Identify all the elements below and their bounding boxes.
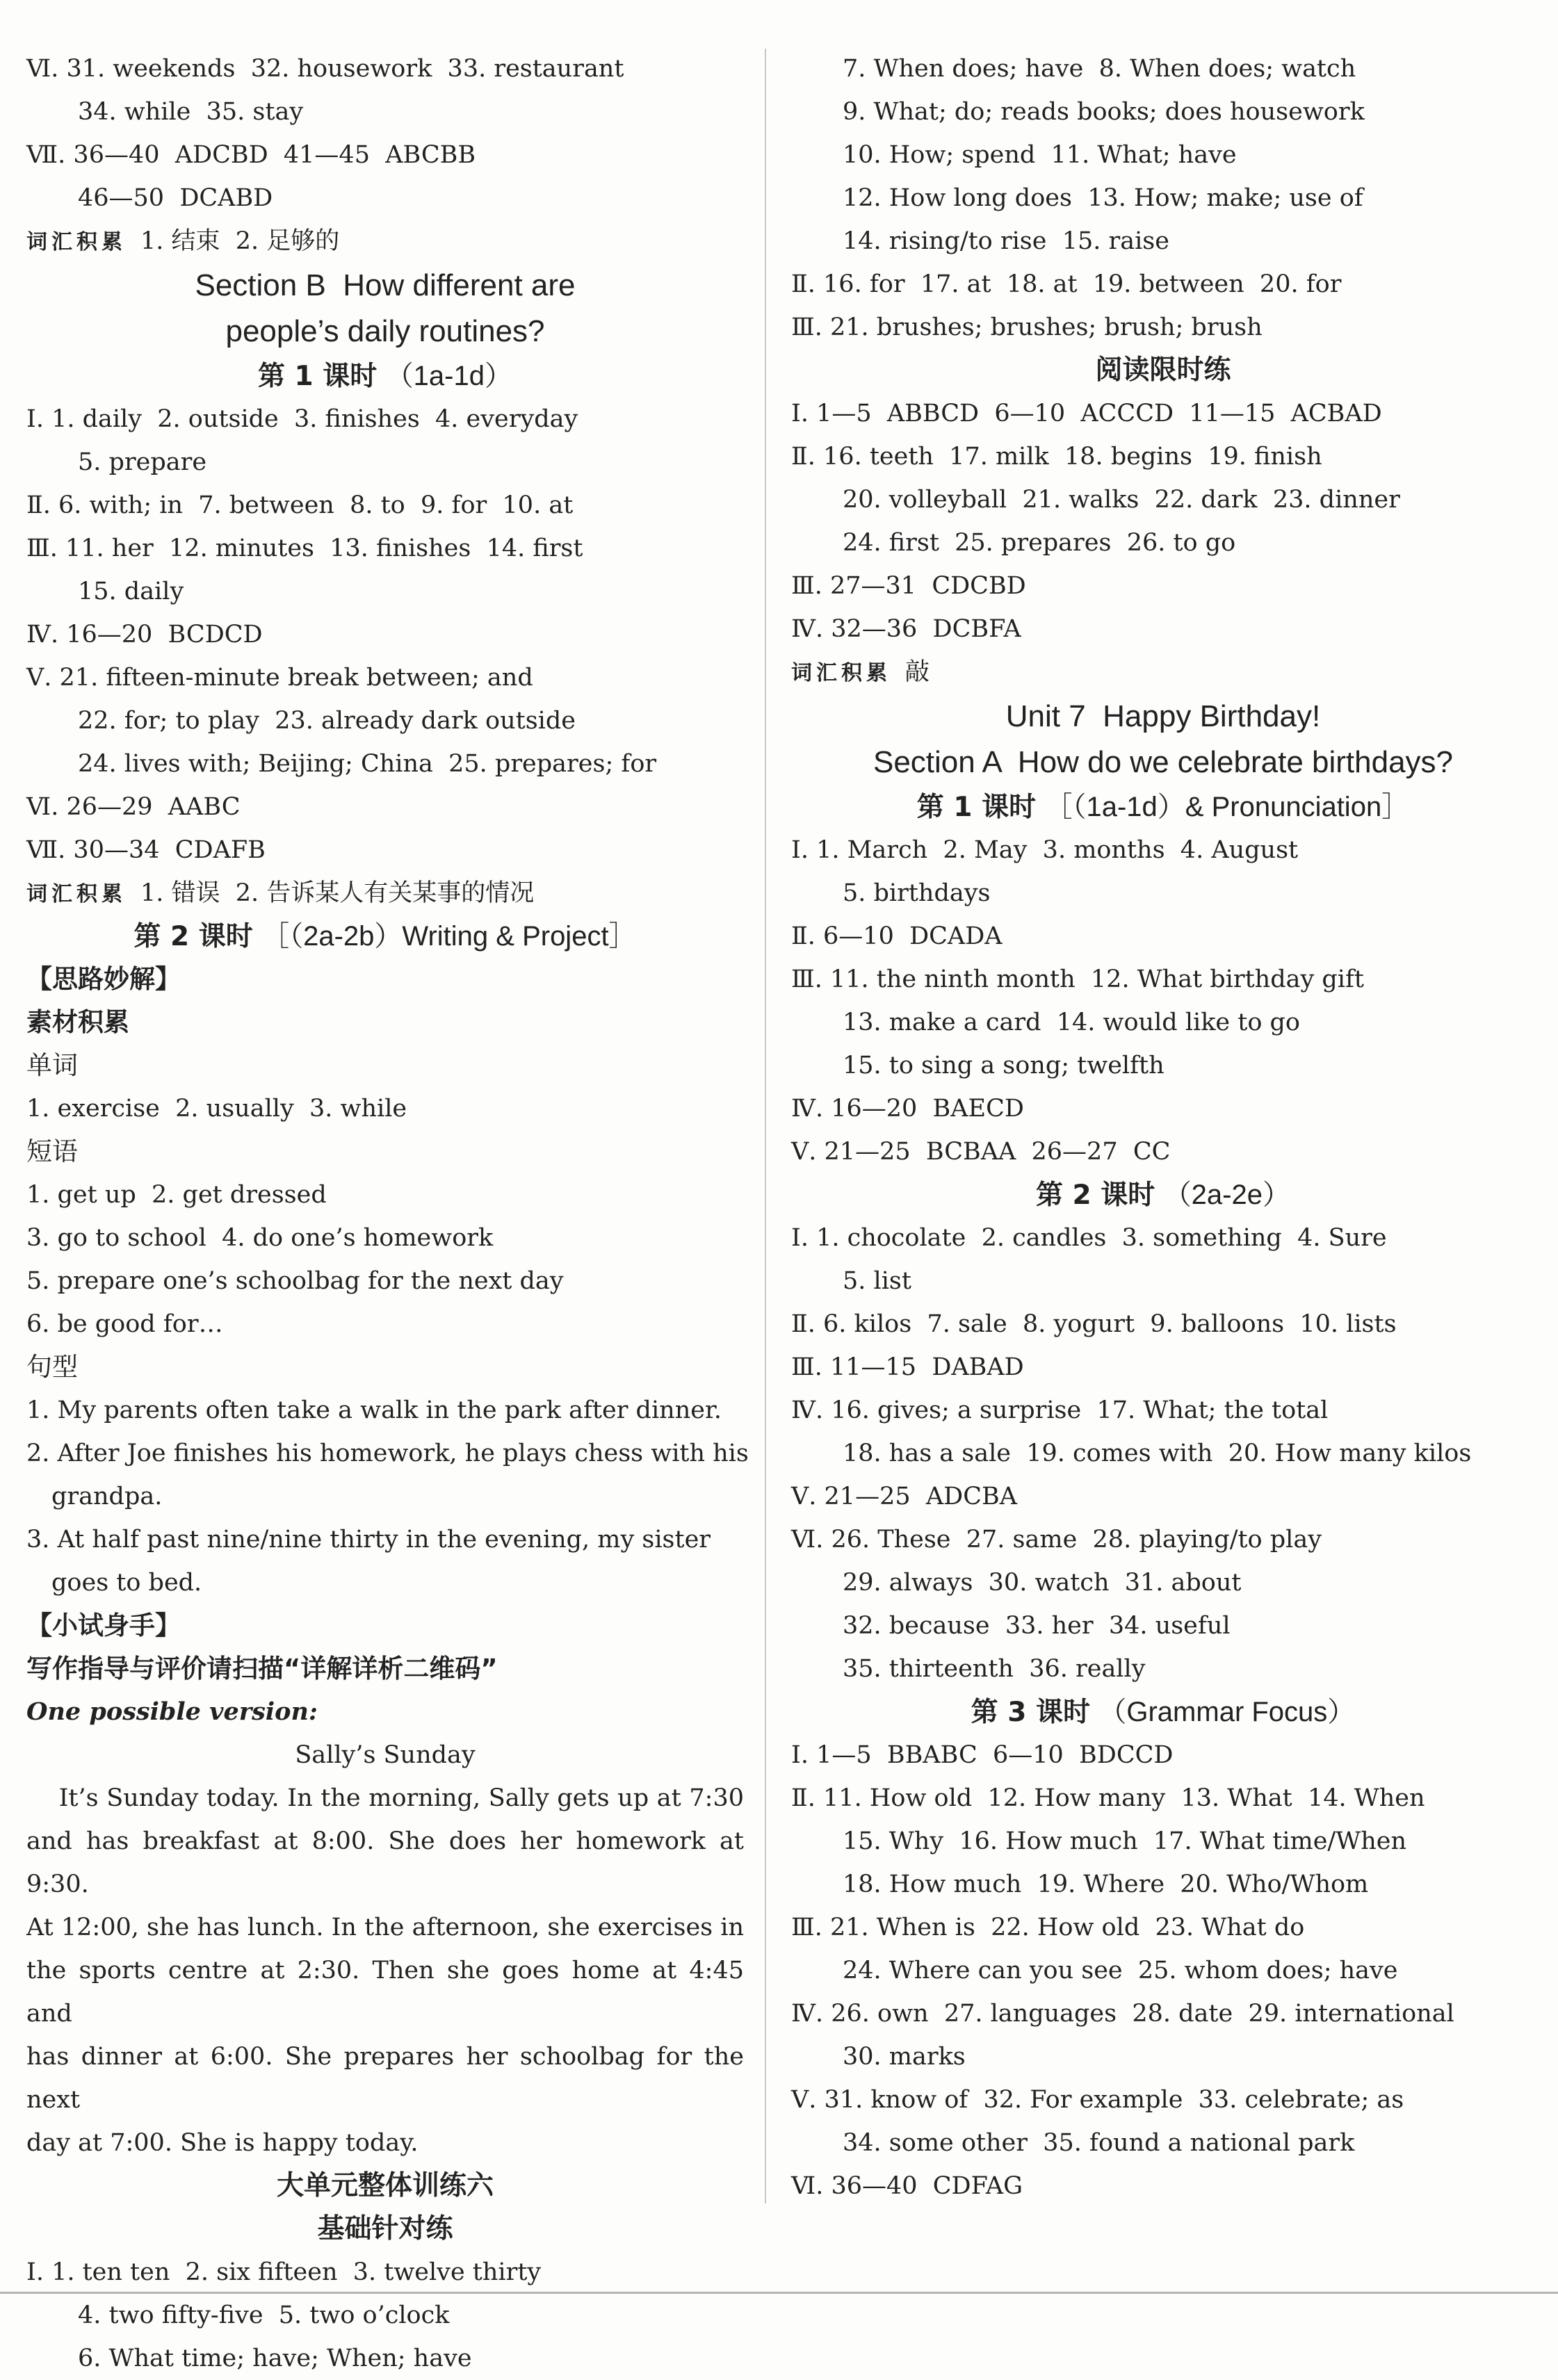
line-text: Ⅵ. 36—40 CDFAG xyxy=(791,2172,1023,2200)
answer-line xyxy=(26,742,744,785)
line-text: Ⅲ. 21. brushes; brushes; brush; brush xyxy=(791,313,1263,341)
line-text: Ⅰ. 1. daily 2. outside 3. finishes 4. everyday xyxy=(26,405,578,433)
answer-line xyxy=(791,651,1535,694)
heading-lesson: 阅读限时练 xyxy=(1095,354,1231,386)
section-heading xyxy=(791,1173,1535,1216)
right-column xyxy=(791,47,1535,2208)
heading-label: （Grammar Focus） xyxy=(1098,1697,1356,1727)
line-text: goes to bed. xyxy=(51,1569,202,1597)
line-text: 5. prepare xyxy=(78,448,207,476)
line-text: 敲 xyxy=(905,658,930,686)
line-text: Ⅱ. 6. with; in 7. between 8. to 9. for 10. at xyxy=(26,491,574,519)
answer-line xyxy=(791,2165,1535,2208)
answer-line xyxy=(791,1949,1535,1992)
answer-line xyxy=(791,306,1535,349)
answer-line xyxy=(26,220,744,263)
answer-line xyxy=(791,1475,1535,1518)
answer-line xyxy=(791,608,1535,651)
answer-line xyxy=(26,1001,744,1044)
line-text: people’s daily routines? xyxy=(225,314,545,348)
answer-line xyxy=(791,177,1535,220)
answer-line xyxy=(791,2078,1535,2121)
answer-line xyxy=(791,1647,1535,1690)
answer-line xyxy=(791,829,1535,872)
line-text: Ⅲ. 11. the ninth month 12. What birthday gift xyxy=(791,965,1364,993)
answer-line xyxy=(26,1906,744,1949)
answer-line xyxy=(26,1777,744,1820)
left-column xyxy=(26,47,752,2380)
line-text: and has breakfast at 8:00. She does her homework at 9:30. xyxy=(26,1827,752,1898)
line-text: 9. What; do; reads books; does housework xyxy=(843,98,1365,126)
answer-line xyxy=(791,1130,1535,1173)
line-text: 24. lives with; Beijing; China 25. prepares; for xyxy=(78,750,657,778)
line-text: 14. rising/to rise 15. raise xyxy=(843,227,1169,255)
answer-line xyxy=(26,699,744,742)
answer-line xyxy=(26,2035,752,2121)
answer-line xyxy=(26,90,744,133)
line-text: 2. After Joe finishes his homework, he plays chess with his xyxy=(26,1440,749,1467)
answer-line xyxy=(791,1001,1535,1044)
answer-line xyxy=(791,564,1535,608)
line-text: 34. while 35. stay xyxy=(78,98,304,126)
line-text: 句型 xyxy=(26,1352,78,1382)
heading-label: ［（1a-1d）& Pronunciation］ xyxy=(1044,792,1410,822)
answer-line xyxy=(791,2121,1535,2165)
answer-line xyxy=(26,133,744,177)
answer-line xyxy=(791,1863,1535,1906)
answer-line xyxy=(791,90,1535,133)
line-text: At 12:00, she has lunch. In the afternoon, she exercises in xyxy=(26,1914,744,1941)
line-text: Ⅰ. 1—5 ABBCD 6—10 ACCCD 11—15 ACBAD xyxy=(791,400,1382,427)
line-text: 1. get up 2. get dressed xyxy=(26,1181,327,1209)
answer-line xyxy=(791,1820,1535,1863)
line-text: 15. to sing a song; twelfth xyxy=(843,1052,1165,1079)
line-text: Ⅰ. 1—5 BBABC 6—10 BDCCD xyxy=(791,1741,1174,1769)
line-text: 5. list xyxy=(843,1267,911,1295)
answer-line xyxy=(791,958,1535,1001)
answer-line xyxy=(26,2121,744,2165)
line-text: Ⅵ. 31. weekends 32. housework 33. restaurant xyxy=(26,55,624,83)
line-text: Ⅱ. 6—10 DCADA xyxy=(791,922,1003,950)
line-text: Ⅱ. 6. kilos 7. sale 8. yogurt 9. balloons 10. lists xyxy=(791,1310,1397,1338)
line-text: Ⅰ. 1. March 2. May 3. months 4. August xyxy=(791,836,1299,864)
answer-line xyxy=(791,133,1535,177)
answer-line xyxy=(26,2251,744,2294)
line-text: 素材积累 xyxy=(26,1007,129,1037)
answer-line xyxy=(791,478,1535,521)
answer-line xyxy=(26,613,744,656)
answer-line xyxy=(26,1475,744,1518)
heading-lesson: 第 2 课时 xyxy=(1035,1180,1155,1211)
answer-line xyxy=(26,1734,744,1777)
answer-line xyxy=(26,1346,744,1389)
line-text: Ⅳ. 16. gives; a surprise 17. What; the total xyxy=(791,1396,1329,1424)
line-text: 18. How much 19. Where 20. Who/Whom xyxy=(843,1870,1369,1898)
answer-line xyxy=(26,1949,752,2035)
answer-line xyxy=(26,1173,744,1216)
answer-line xyxy=(26,1604,744,1647)
answer-line xyxy=(791,872,1535,915)
line-text: 写作指导与评价请扫描“详解详析二维码” xyxy=(26,1654,498,1684)
heading-label: （2a-2e） xyxy=(1163,1180,1290,1210)
line-text: 24. Where can you see 25. whom does; have xyxy=(843,1957,1398,1984)
line-text: has dinner at 6:00. She prepares her schoolbag for the next xyxy=(26,2043,752,2114)
line-text: 24. first 25. prepares 26. to go xyxy=(843,529,1236,557)
line-text: 35. thirteenth 36. really xyxy=(843,1655,1146,1683)
answer-line xyxy=(791,1432,1535,1475)
line-text: 5. prepare one’s schoolbag for the next day xyxy=(26,1267,564,1295)
line-text: Ⅶ. 30—34 CDAFB xyxy=(26,836,266,864)
answer-line xyxy=(26,829,744,872)
line-text: Sally’s Sunday xyxy=(295,1741,476,1769)
heading-lesson: 第 2 课时 xyxy=(133,921,253,952)
answer-line xyxy=(791,1906,1535,1949)
heading-lesson: 大单元整体训练六 xyxy=(276,2170,494,2201)
line-text: Ⅲ. 11. her 12. minutes 13. finishes 14. first xyxy=(26,535,583,562)
line-text: 6. What time; have; When; have xyxy=(78,2345,472,2372)
answer-line xyxy=(791,1389,1535,1432)
answer-line xyxy=(26,1260,744,1303)
line-text: 6. be good for… xyxy=(26,1310,223,1338)
answer-line xyxy=(26,263,744,309)
answer-line xyxy=(791,1518,1535,1561)
heading-lesson: 第 3 课时 xyxy=(971,1697,1090,1728)
line-text: 20. volleyball 21. walks 22. dark 23. dinner xyxy=(843,486,1400,514)
answer-line xyxy=(26,441,744,484)
section-heading xyxy=(26,2208,744,2251)
line-text: 12. How long does 13. How; make; use of xyxy=(843,184,1363,212)
section-heading xyxy=(26,354,744,398)
line-text: Ⅲ. 21. When is 22. How old 23. What do xyxy=(791,1914,1305,1941)
line-text: Ⅲ. 27—31 CDCBD xyxy=(791,572,1026,600)
line-text: 29. always 30. watch 31. about xyxy=(843,1569,1242,1597)
answer-line xyxy=(26,958,744,1001)
line-text: 46—50 DCABD xyxy=(78,184,273,212)
answer-line xyxy=(791,1216,1535,1260)
heading-lesson: 基础针对练 xyxy=(317,2213,453,2244)
line-text: 10. How; spend 11. What; have xyxy=(843,141,1237,169)
line-text: 【思路妙解】 xyxy=(26,964,181,994)
answer-line xyxy=(26,2337,744,2380)
line-text: 单词 xyxy=(26,1050,78,1080)
answer-line xyxy=(26,527,744,570)
answer-line xyxy=(791,521,1535,564)
answer-line xyxy=(26,1389,744,1432)
line-text: Section B How different are xyxy=(195,268,576,302)
answer-line xyxy=(26,398,744,441)
answer-line xyxy=(26,2294,744,2337)
line-text: Ⅱ. 16. for 17. at 18. at 19. between 20. for xyxy=(791,270,1342,298)
line-text: 3. At half past nine/nine thirty in the evening, my sister xyxy=(26,1526,711,1554)
answer-line xyxy=(791,1604,1535,1647)
answer-line xyxy=(791,47,1535,90)
line-text: 22. for; to play 23. already dark outside xyxy=(78,707,576,735)
line-text: the sports centre at 2:30. Then she goes home at 4:45 and xyxy=(26,1957,752,2028)
answer-line xyxy=(791,694,1535,740)
line-text: Ⅱ. 16. teeth 17. milk 18. begins 19. finish xyxy=(791,443,1322,471)
line-text: 1. 结束 2. 足够的 xyxy=(140,227,340,255)
page-bottom-rule xyxy=(0,2292,1558,2294)
answer-line xyxy=(791,740,1535,785)
answer-line xyxy=(791,1260,1535,1303)
answer-line xyxy=(791,1346,1535,1389)
line-text: 32. because 33. her 34. useful xyxy=(843,1612,1231,1640)
section-heading xyxy=(26,2165,744,2208)
line-text: 34. some other 35. found a national park xyxy=(843,2129,1355,2157)
line-text: Ⅳ. 16—20 BCDCD xyxy=(26,621,263,649)
line-text: Ⅳ. 32—36 DCBFA xyxy=(791,615,1021,643)
answer-line xyxy=(26,1561,744,1604)
line-text: Unit 7 Happy Birthday! xyxy=(1005,699,1321,733)
line-text: Ⅴ. 21—25 ADCBA xyxy=(791,1483,1017,1510)
answer-line xyxy=(26,177,744,220)
section-heading xyxy=(791,785,1535,829)
line-text: Ⅱ. 11. How old 12. How many 13. What 14. When xyxy=(791,1784,1425,1812)
line-text: Ⅰ. 1. chocolate 2. candles 3. something 4. Sure xyxy=(791,1224,1387,1252)
answer-line xyxy=(26,484,744,527)
line-text: 15. Why 16. How much 17. What time/When xyxy=(843,1827,1406,1855)
line-text: day at 7:00. She is happy today. xyxy=(26,2129,419,2157)
answer-line xyxy=(26,785,744,829)
line-text: 7. When does; have 8. When does; watch xyxy=(843,55,1356,83)
answer-line xyxy=(26,1303,744,1346)
line-text: Ⅳ. 26. own 27. languages 28. date 29. international xyxy=(791,2000,1454,2028)
answer-line xyxy=(791,1777,1535,1820)
answer-line xyxy=(791,220,1535,263)
answer-line xyxy=(26,1087,744,1130)
heading-label: ［（2a-2b）Writing & Project］ xyxy=(261,921,637,952)
answer-line xyxy=(26,1647,744,1690)
answer-line xyxy=(791,1561,1535,1604)
line-text: Ⅴ. 21—25 BCBAA 26—27 CC xyxy=(791,1138,1171,1166)
answer-line xyxy=(26,1820,752,1906)
line-text: Section A How do we celebrate birthdays? xyxy=(873,745,1454,779)
answer-line xyxy=(791,1992,1535,2035)
section-heading xyxy=(791,349,1535,392)
line-text: grandpa. xyxy=(51,1483,163,1510)
answer-line xyxy=(791,1044,1535,1087)
answer-line xyxy=(26,656,744,699)
line-text: It’s Sunday today. In the morning, Sally gets up at 7:30 xyxy=(26,1784,744,1812)
answer-line xyxy=(26,1432,749,1475)
section-heading xyxy=(26,915,744,958)
heading-lesson: 第 1 课时 xyxy=(916,792,1037,823)
answer-line xyxy=(791,915,1535,958)
answer-line xyxy=(791,1087,1535,1130)
answer-line xyxy=(791,263,1535,306)
answer-line xyxy=(26,872,744,915)
answer-line xyxy=(26,1130,744,1173)
heading-lesson: 第 1 课时 xyxy=(257,361,378,392)
heading-label: （1a-1d） xyxy=(385,361,512,391)
line-text: One possible version: xyxy=(26,1697,318,1726)
line-text: Ⅵ. 26—29 AABC xyxy=(26,793,241,821)
vocab-label: 词汇积累 xyxy=(26,230,127,254)
answer-line xyxy=(26,309,744,354)
line-text: Ⅲ. 11—15 DABAD xyxy=(791,1353,1024,1381)
line-text: Ⅴ. 21. fifteen-minute break between; and xyxy=(26,664,533,692)
line-text: 30. marks xyxy=(843,2043,966,2071)
column-divider xyxy=(765,49,766,2203)
vocab-label: 词汇积累 xyxy=(26,882,127,906)
answer-line xyxy=(26,1216,744,1260)
line-text: Ⅳ. 16—20 BAECD xyxy=(791,1095,1024,1123)
answer-line xyxy=(26,1518,744,1561)
line-text: Ⅶ. 36—40 ADCBD 41—45 ABCBB xyxy=(26,141,476,169)
section-heading xyxy=(791,1690,1535,1734)
line-text: 15. daily xyxy=(78,578,184,605)
answer-line xyxy=(26,47,744,90)
vocab-label: 词汇积累 xyxy=(791,661,891,685)
line-text: 18. has a sale 19. comes with 20. How many kilos xyxy=(843,1440,1472,1467)
line-text: 【小试身手】 xyxy=(26,1611,181,1640)
answer-line xyxy=(26,1690,744,1734)
line-text: 短语 xyxy=(26,1136,78,1166)
answer-line xyxy=(791,2035,1535,2078)
answer-line xyxy=(791,1303,1535,1346)
line-text: Ⅴ. 31. know of 32. For example 33. celebrate; as xyxy=(791,2086,1404,2114)
answer-line xyxy=(26,1044,744,1087)
answer-line xyxy=(791,392,1535,435)
line-text: 13. make a card 14. would like to go xyxy=(843,1009,1300,1036)
answer-line xyxy=(791,1734,1535,1777)
line-text: 5. birthdays xyxy=(843,879,991,907)
line-text: 1. 错误 2. 告诉某人有关某事的情况 xyxy=(140,879,535,907)
answer-line xyxy=(791,435,1535,478)
line-text: 1. My parents often take a walk in the park after dinner. xyxy=(26,1396,722,1424)
answer-line xyxy=(26,570,744,613)
line-text: 3. go to school 4. do one’s homework xyxy=(26,1224,494,1252)
line-text: 4. two fifty-five 5. two o’clock xyxy=(78,2301,450,2329)
line-text: Ⅰ. 1. ten ten 2. six fifteen 3. twelve thirty xyxy=(26,2258,542,2286)
line-text: Ⅵ. 26. These 27. same 28. playing/to play xyxy=(791,1526,1322,1554)
line-text: 1. exercise 2. usually 3. while xyxy=(26,1095,407,1123)
